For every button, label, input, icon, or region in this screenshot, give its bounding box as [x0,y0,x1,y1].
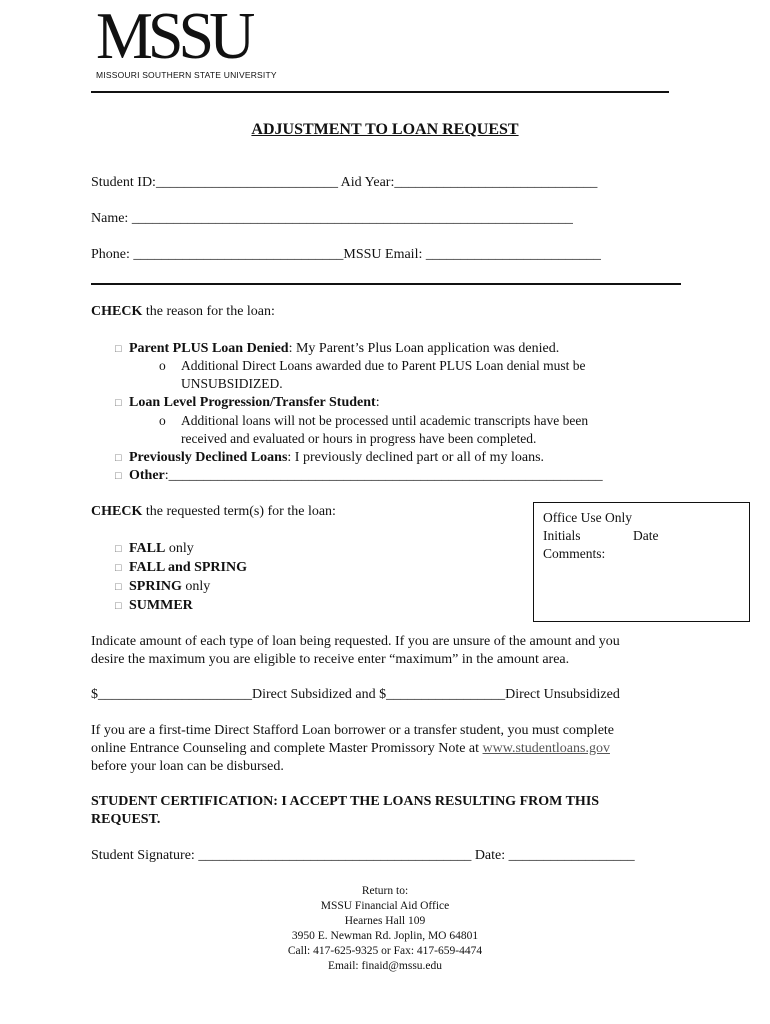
note-line-1: Additional Direct Loans awarded due to Parent PLUS Loan denial must be [181,358,586,373]
term-summer[interactable] [115,598,193,614]
reason-label: Other [129,468,165,483]
footer-line: MSSU Financial Aid Office [320,900,450,912]
aid-year-field[interactable]: Aid Year:_____________________________ [337,175,598,190]
bullet-icon: o [159,358,166,373]
reason-parent-plus[interactable] [115,341,559,357]
other-field[interactable]: :______________________________________________________________ [164,468,603,483]
name-field[interactable]: Name: _______________________________________________________________ [91,211,573,226]
reason-heading-text: the reason for the loan: [142,304,275,319]
counseling-text: online Entrance Counseling and complete Master Promissory Note at [91,741,483,756]
term-fall[interactable] [115,541,194,557]
student-id-aid-year-row [91,175,597,191]
amount-instructions-1: Indicate amount of each type of loan being requested. If you are unsure of the amount and you [91,634,620,649]
checkbox-icon[interactable]: □ [115,470,122,482]
term-label: SPRING [129,579,182,594]
reason-progression-note [159,413,589,429]
checkbox-icon[interactable]: □ [115,581,122,593]
checkbox-icon[interactable]: □ [115,543,122,555]
certification-line-1: STUDENT CERTIFICATION: I ACCEPT THE LOANS RESULTING FROM THIS [91,794,600,809]
term-label: FALL [129,541,166,556]
reason-label: Parent PLUS Loan Denied [129,341,289,356]
loan-amount-fields[interactable]: $______________________Direct Subsidized and $_________________Direct Unsubsidized [91,687,620,702]
reason-heading-check: CHECK [91,304,143,319]
student-id-field[interactable]: Student ID:__________________________ [91,175,338,190]
term-fall-spring[interactable] [115,560,247,576]
reason-heading [91,304,275,320]
checkbox-icon[interactable]: □ [115,343,122,355]
terms-heading-text: the requested term(s) for the loan: [142,504,336,519]
office-date: Date [633,528,659,543]
term-spring[interactable] [115,579,210,595]
reason-label: Loan Level Progression/Transfer Student [129,395,376,410]
note-line-2: received and evaluated or hours in progress have been completed. [181,431,537,446]
footer-email[interactable]: Email: finaid@mssu.edu [327,960,443,972]
footer-line: 3950 E. Newman Rd. Joplin, MO 64801 [291,930,479,942]
reason-declined[interactable] [115,450,544,466]
checkbox-icon[interactable]: □ [115,600,122,612]
term-label: FALL and SPRING [129,560,247,575]
certification-line-2: REQUEST. [91,812,161,827]
note-line-2: UNSUBSIDIZED. [181,376,283,391]
reason-desc: : I previously declined part or all of my loans. [287,450,545,465]
reason-other[interactable] [115,468,603,484]
reason-label: Previously Declined Loans [129,450,288,465]
studentloans-link[interactable]: www.studentloans.gov [482,741,610,756]
office-use-box [533,502,750,622]
checkbox-icon[interactable]: □ [115,397,122,409]
phone-email-field[interactable]: Phone: ______________________________MSSU Email: _________________________ [91,247,601,262]
footer-line: Hearnes Hall 109 [344,915,426,927]
reason-desc: : [375,395,380,410]
term-suffix: only [165,541,194,556]
term-suffix: only [181,579,211,594]
reason-parent-plus-note [159,358,586,374]
return-address [0,884,770,974]
office-initials-row [543,527,740,545]
reason-desc: : My Parent’s Plus Loan application was denied. [288,341,560,356]
mssu-logo: MSSU [96,0,251,73]
counseling-line-3: before your loan can be disbursed. [91,759,284,774]
amount-instructions-2: desire the maximum you are eligible to receive enter “maximum” in the amount area. [91,652,570,667]
office-comments: Comments: [543,546,606,561]
university-name: MISSOURI SOUTHERN STATE UNIVERSITY [96,70,277,80]
terms-heading-check: CHECK [91,504,143,519]
form-title: ADJUSTMENT TO LOAN REQUEST [251,121,519,138]
footer-line: Return to: [361,885,409,897]
office-use-title: Office Use Only [543,510,632,525]
term-label: SUMMER [129,598,193,613]
section-rule [91,283,681,285]
footer-line: Call: 417-625-9325 or Fax: 417-659-4474 [287,945,483,957]
bullet-icon: o [159,413,166,428]
header-rule [91,91,669,93]
reason-progression[interactable] [115,395,380,411]
checkbox-icon[interactable]: □ [115,452,122,464]
office-initials: Initials [543,528,581,543]
note-line-1: Additional loans will not be processed until academic transcripts have been [181,413,589,428]
counseling-line-1: If you are a first-time Direct Stafford Loan borrower or a transfer student, you must complete [91,723,615,738]
signature-date-field[interactable]: Student Signature: _______________________________________ Date: __________________ [91,848,635,863]
counseling-line-2 [91,741,610,757]
checkbox-icon[interactable]: □ [115,562,122,574]
terms-heading [91,504,336,520]
